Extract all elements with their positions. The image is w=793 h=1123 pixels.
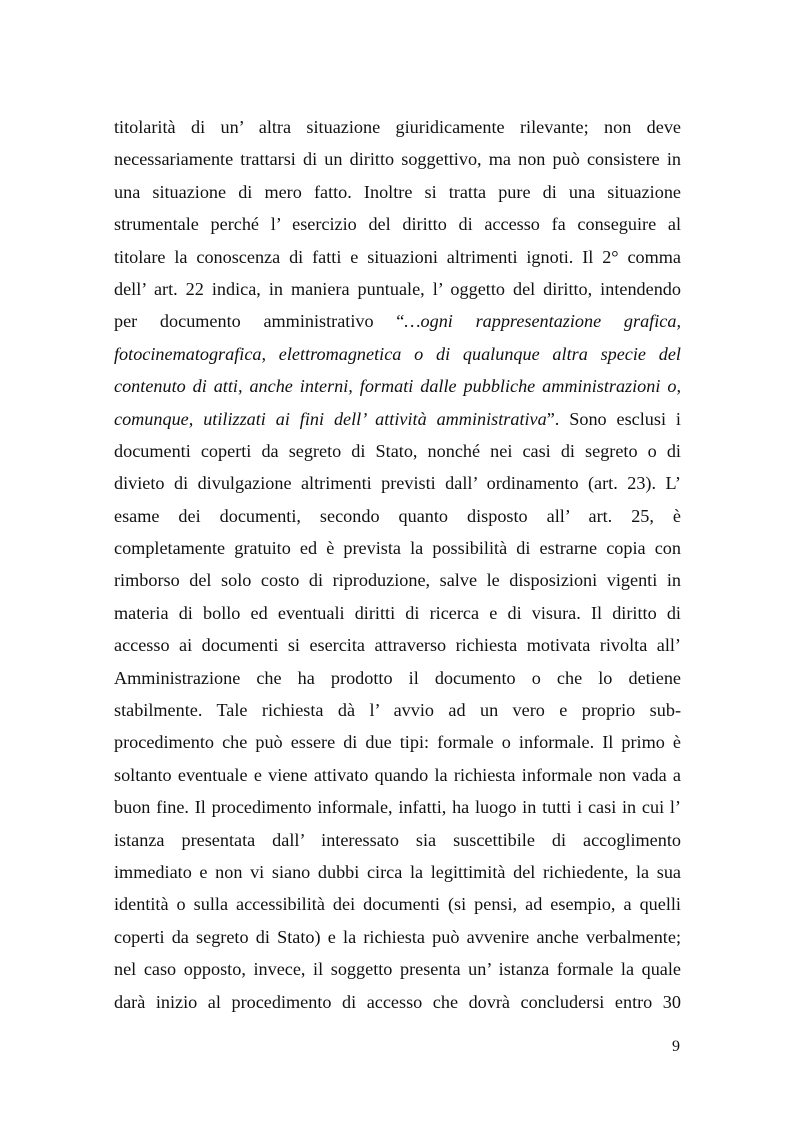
text-segment: esame dei documenti, secondo quanto disposto all’ art. 25, è bbox=[114, 505, 681, 526]
text-segment: una situazione di mero fatto. Inoltre si tratta pure di una situazione bbox=[114, 181, 681, 202]
italic-quote-segment: comunque, utilizzati ai fini dell’ attività amministrativa bbox=[114, 408, 547, 429]
text-line bbox=[114, 662, 681, 694]
text-segment: coperti da segreto di Stato) e la richiesta può avvenire anche verbalmente; bbox=[114, 926, 681, 947]
text-line bbox=[114, 694, 681, 726]
text-line bbox=[114, 888, 681, 920]
text-segment: documenti coperti da segreto di Stato, nonché nei casi di segreto o di bbox=[114, 440, 681, 461]
italic-quote-segment: contenuto di atti, anche interni, formati dalle pubbliche amministrazioni o, bbox=[114, 376, 681, 397]
text-line bbox=[114, 856, 681, 888]
page-number: 9 bbox=[672, 1038, 680, 1055]
text-segment: immediato e non vi siano dubbi circa la legittimità del richiedente, la sua bbox=[114, 861, 681, 882]
text-line bbox=[114, 759, 681, 791]
text-segment: titolare la conoscenza di fatti e situazioni altrimenti ignoti. Il 2° comma bbox=[114, 246, 681, 267]
text-segment: stabilmente. Tale richiesta dà l’ avvio ad un vero e proprio sub- bbox=[114, 700, 681, 721]
text-line bbox=[114, 435, 681, 467]
text-line bbox=[114, 143, 681, 175]
text-line bbox=[114, 564, 681, 596]
text-segment: nel caso opposto, invece, il soggetto presenta un’ istanza formale la quale bbox=[114, 959, 681, 980]
text-segment: Amministrazione che ha prodotto il documento o che lo detiene bbox=[114, 667, 681, 688]
text-segment: identità o sulla accessibilità dei documenti (si pensi, ad esempio, a quelli bbox=[114, 894, 681, 915]
text-line bbox=[114, 953, 681, 985]
text-line bbox=[114, 111, 681, 143]
text-line bbox=[114, 241, 681, 273]
text-line bbox=[114, 532, 681, 564]
text-segment: completamente gratuito ed è prevista la possibilità di estrarne copia con bbox=[114, 538, 681, 559]
text-line bbox=[114, 208, 681, 240]
text-line bbox=[114, 338, 681, 370]
italic-quote-segment: fotocinematografica, elettromagnetica o di qualunque altra specie del bbox=[114, 343, 681, 364]
text-segment: buon fine. Il procedimento informale, infatti, ha luogo in tutti i casi in cui l’ bbox=[114, 797, 681, 818]
text-line bbox=[114, 467, 681, 499]
text-segment: titolarità di un’ altra situazione giuridicamente rilevante; non deve bbox=[114, 117, 681, 137]
text-segment: rimborso del solo costo di riproduzione, salve le disposizioni vigenti in bbox=[114, 570, 681, 591]
text-segment: per documento amministrativo “ bbox=[114, 311, 405, 332]
text-segment: necessariamente trattarsi di un diritto soggettivo, ma non può consistere in bbox=[114, 149, 681, 170]
text-segment: soltanto eventuale e viene attivato quando la richiesta informale non vada a bbox=[114, 764, 681, 785]
body-text bbox=[114, 111, 681, 1018]
text-line bbox=[114, 176, 681, 208]
text-segment: dell’ art. 22 indica, in maniera puntuale, l’ oggetto del diritto, intendendo bbox=[114, 278, 681, 299]
text-segment: strumentale perché l’ esercizio del diritto di accesso fa conseguire al bbox=[114, 214, 681, 235]
text-line bbox=[114, 824, 681, 856]
text-line bbox=[114, 370, 681, 402]
text-segment: istanza presentata dall’ interessato sia suscettibile di accoglimento bbox=[114, 829, 681, 850]
text-segment: ”. Sono esclusi i bbox=[546, 408, 681, 429]
text-line bbox=[114, 726, 681, 758]
text-line bbox=[114, 921, 681, 953]
text-segment: accesso ai documenti si esercita attraverso richiesta motivata rivolta all’ bbox=[114, 635, 681, 656]
text-segment: materia di bollo ed eventuali diritti di ricerca e di visura. Il diritto di bbox=[114, 602, 681, 623]
text-line bbox=[114, 500, 681, 532]
text-segment: divieto di divulgazione altrimenti previsti dall’ ordinamento (art. 23). L’ bbox=[114, 473, 681, 494]
text-line bbox=[114, 305, 681, 337]
text-segment: darà inizio al procedimento di accesso che dovrà concludersi entro 30 bbox=[114, 991, 681, 1012]
text-line bbox=[114, 791, 681, 823]
text-line bbox=[114, 629, 681, 661]
italic-quote-segment: …ogni rappresentazione grafica, bbox=[404, 311, 681, 332]
text-line bbox=[114, 273, 681, 305]
text-line bbox=[114, 597, 681, 629]
text-segment: procedimento che può essere di due tipi: formale o informale. Il primo è bbox=[114, 732, 681, 753]
text-line bbox=[114, 403, 681, 435]
text-line bbox=[114, 986, 681, 1018]
